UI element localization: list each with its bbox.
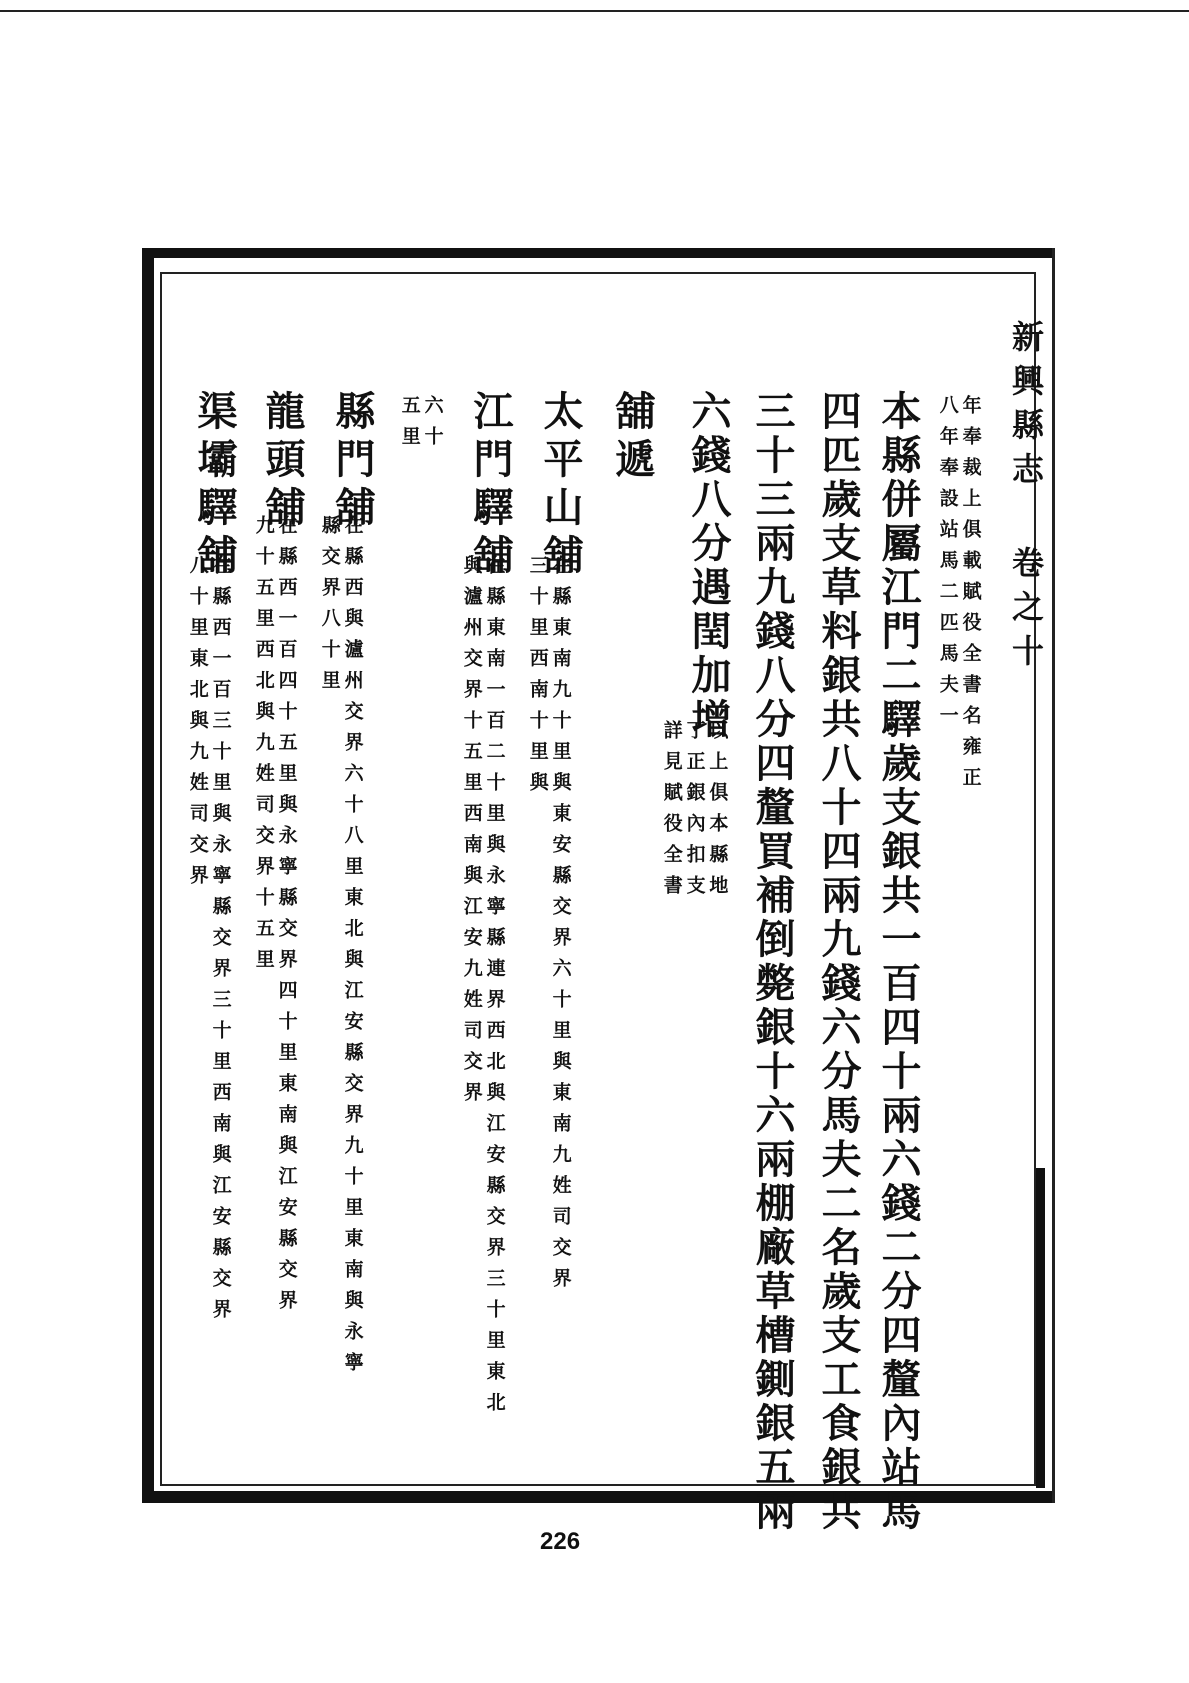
entry-title-longtou: 龍頭舖 <box>259 390 306 534</box>
entry-title-jiangmen: 江門驛舖 <box>467 390 514 582</box>
text-column-1: 本縣併屬江門二驛歲支銀共一百四十兩六錢二分四釐內站馬 <box>875 390 922 1534</box>
entry-extra-jiangmen: 六十五里 <box>398 395 444 457</box>
text-column-4: 六錢八分遇閏加增 <box>685 390 732 742</box>
entry-note-xianmen: 在縣西與瀘州交界六十八里東北與江安縣交界九十里東南與永寧縣交界八十里 <box>318 515 364 1383</box>
top-rule <box>0 10 1189 12</box>
entry-title-quba: 渠壩驛舖 <box>191 390 238 582</box>
section-title: 舖遞 <box>609 390 656 486</box>
entry-note-quba: 在縣西一百三十里與永寧縣交界三十里西南與江安縣交界八十里東北與九姓司交界 <box>186 555 232 1330</box>
frame-right-edge <box>1052 248 1055 1503</box>
entry-note-longtou: 在縣西一百四十五里與永寧縣交界四十里東南與江安縣交界九十五里西北與九姓司交界十五里 <box>252 515 298 1321</box>
entry-note-taipingshan: 在縣東南九十里與東安縣交界六十里與東南九姓司交界三十里西南十里與 <box>526 555 572 1299</box>
page-number: 226 <box>540 1528 581 1555</box>
volume-label: 新興縣志 卷之十 <box>1007 320 1045 678</box>
entry-note-jiangmen: 在縣東南一百二十里與永寧縣連界西北與江安縣交界三十里東北與瀘州交界十五里西南與江安九姓司交界 <box>460 555 506 1423</box>
note-deductions: 以上俱本縣地丁正銀內扣支詳見賦役全書 <box>660 720 729 906</box>
entry-title-xianmen: 縣門舖 <box>329 390 376 534</box>
text-column-3: 三十三兩九錢八分四釐買補倒斃銀十六兩棚廠草槽鍘銀五兩 <box>749 390 796 1534</box>
frame-edge-bar <box>1036 1168 1045 1488</box>
text-column-2: 四匹歲支草料銀共八十四兩九錢六分馬夫二名歲支工食銀共 <box>815 390 862 1534</box>
note-station-horses: 年奉裁上俱載賦役全書名雍正八年奉設站馬二匹馬夫一 <box>936 395 982 798</box>
entry-title-taipingshan: 太平山舖 <box>537 390 584 582</box>
